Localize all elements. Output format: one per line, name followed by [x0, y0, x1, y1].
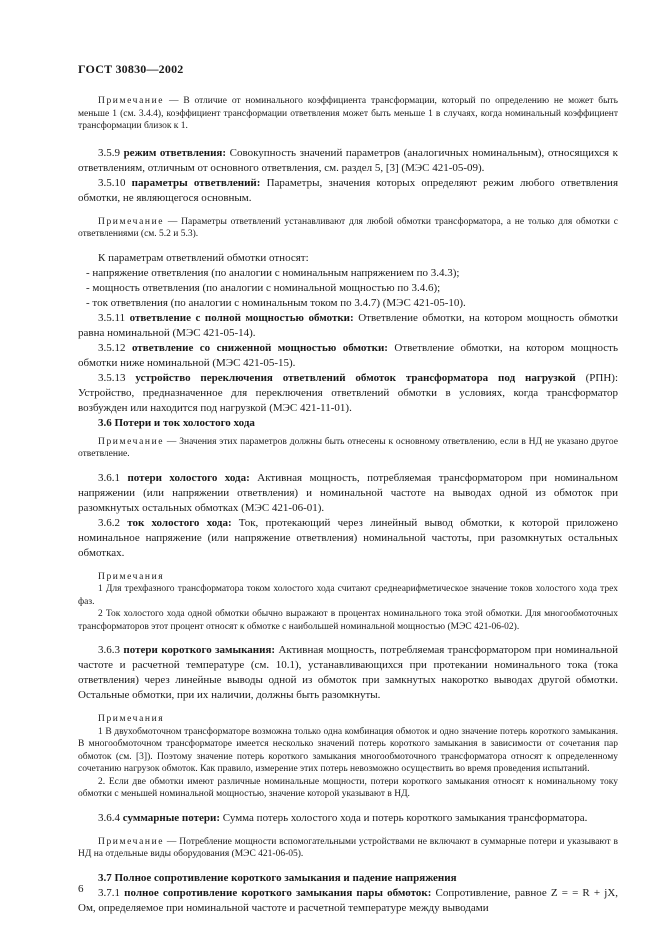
clause-3-5-13: 3.5.13 устройство переключения ответвлений обмоток трансформатора под нагрузкой (РПН): Устройство, предназначенное для переключения ответвлений обмотки в условиях, когда трансформатор возбужден или находится под нагрузкой (МЭС 421-11-01).: [78, 371, 619, 414]
notes-3-6-3: [78, 713, 618, 801]
document-header: ГОСТ 30830—2002: [78, 62, 184, 76]
list-item: - ток ответвления (по аналогии с номинальным током по 3.4.7) (МЭС 421-05-10).: [86, 296, 466, 309]
tap-parameters-list: [78, 251, 618, 311]
section-3-6-heading: 3.6 Потери и ток холостого хода: [98, 416, 255, 429]
clause-3-6-1: 3.6.1 потери холостого хода: Активная мощность, потребляемая трансформатором при номинальном напряжении (или напряжении ответвления) и номинальной частоте на выводах одной из обмоток при разомкнутых остальных обмотках (МЭС 421-06-01).: [78, 471, 619, 514]
clause-3-7-1: 3.7.1 полное сопротивление короткого замыкания пары обмоток: Сопротивление, равное Z = = R + jX, Ом, определяемое при номинальной частоте и расчетной температуре между выводами: [78, 886, 619, 914]
clause-3-6-3: 3.6.3 потери короткого замыкания: Активная мощность, потребляемая трансформатором при номинальной частоте и расчетной температуре (см. 10.1), устанавливающихся при протекании номинального тока (тока ответвления) через линейные выводы одной из обмоток при замкнутых накоротко выводах другой обмотки. Остальные обмотки, при их наличии, должны быть разомкнуты.: [78, 644, 618, 701]
note-item: 1 В двухобмоточном трансформаторе возможна только одна комбинация обмоток и одно значение потерь короткого замыкания. В многообмоточном трансформаторе имеется несколько значений потерь короткого замыкания в зависимости от сочетания пар обмоток (см. [3]). Поэтому значение потерь короткого замыкания многообмоточного трансформатора относят к определенному сочетанию нагрузок обмоток. Как правило, измерение этих потерь невозможно осуществить во время проведения испытаний.: [78, 726, 618, 774]
note-tap-ratio: Примечание — В отличие от номинального коэффициента трансформации, который по определению не может быть меньше 1 (см. 3.4.4), коэффициент трансформации ответвления может быть меньше 1 в случаях, когда номинальный коэффициент трансформации близок к 1.: [78, 96, 618, 131]
page-number: 6: [78, 883, 84, 895]
section-3-7-heading: 3.7 Полное сопротивление короткого замыкания и падение напряжения: [98, 871, 457, 884]
notes-heading: Примечания: [98, 571, 165, 582]
clause-3-5-11: 3.5.11 ответвление с полной мощностью обмотки: Ответвление обмотки, на котором мощность обмотки равна номинальной (МЭС 421-05-14).: [78, 311, 618, 339]
note-3-6: Примечание — Значения этих параметров должны быть отнесены к основному ответвлению, если в НД не указано другое ответвление.: [78, 436, 618, 459]
note-item: 1 Для трехфазного трансформатора током холостого хода считают среднеарифметическое значение токов холостого хода трех фаз.: [78, 584, 618, 607]
list-item: - напряжение ответвления (по аналогии с номинальным напряжением по 3.4.3);: [86, 266, 460, 279]
list-intro: К параметрам ответвлений обмотки относят:: [98, 251, 309, 264]
clause-3-5-10: 3.5.10 параметры ответвлений: Параметры, значения которых определяют режим любого ответвления обмотки, не являющегося основным.: [78, 176, 619, 204]
clause-3-5-9: 3.5.9 режим ответвления: Совокупность значений параметров (аналогичных номинальным), относящихся к ответвлениям, отличным от основного ответвления, см. раздел 5, [3] (МЭС 421-05-09).: [78, 146, 618, 174]
note-3-6-4: Примечание — Потребление мощности вспомогательными устройствами не включают в суммарные потери и указывают в НД на отдельные виды оборудования (МЭС 421-06-05).: [78, 836, 618, 859]
notes-heading: Примечания: [98, 714, 165, 724]
notes-3-6-2: [78, 571, 618, 634]
page-body: [78, 95, 618, 916]
list-item: - мощность ответвления (по аналогии с номинальной мощностью по 3.4.6);: [86, 281, 441, 294]
note-item: 2. Если две обмотки имеют различные номинальные мощности, потери короткого замыкания относят к номинальному току обмотки с меньшей номинальной мощностью, значение которой указывают в НД.: [78, 776, 618, 799]
clause-3-6-4: 3.6.4 суммарные потери: Сумма потерь холостого хода и потерь короткого замыкания трансформатора.: [98, 811, 588, 824]
clause-3-5-12: 3.5.12 ответвление со сниженной мощностью обмотки: Ответвление обмотки, на котором мощность обмотки ниже номинальной (МЭС 421-05-15).: [78, 341, 618, 369]
clause-3-6-2: 3.6.2 ток холостого хода: Ток, протекающий через линейный вывод обмотки, к которой приложено номинальное напряжение (или напряжение ответвления) номинальной частоты, при разомкнутых остальных обмотках.: [78, 516, 619, 559]
note-item: 2 Ток холостого хода одной обмотки обычно выражают в процентах номинального тока этой обмотки. Для многообмоточных трансформаторов этот процент относят к обмотке с наибольшей номинальной мощностью (МЭС 421-06-02).: [78, 609, 618, 632]
note-tap-parameters: Примечание — Параметры ответвлений устанавливают для любой обмотки трансформатора, а не только для обмотки с ответвлениями (см. 5.2 и 5.3).: [78, 216, 618, 239]
